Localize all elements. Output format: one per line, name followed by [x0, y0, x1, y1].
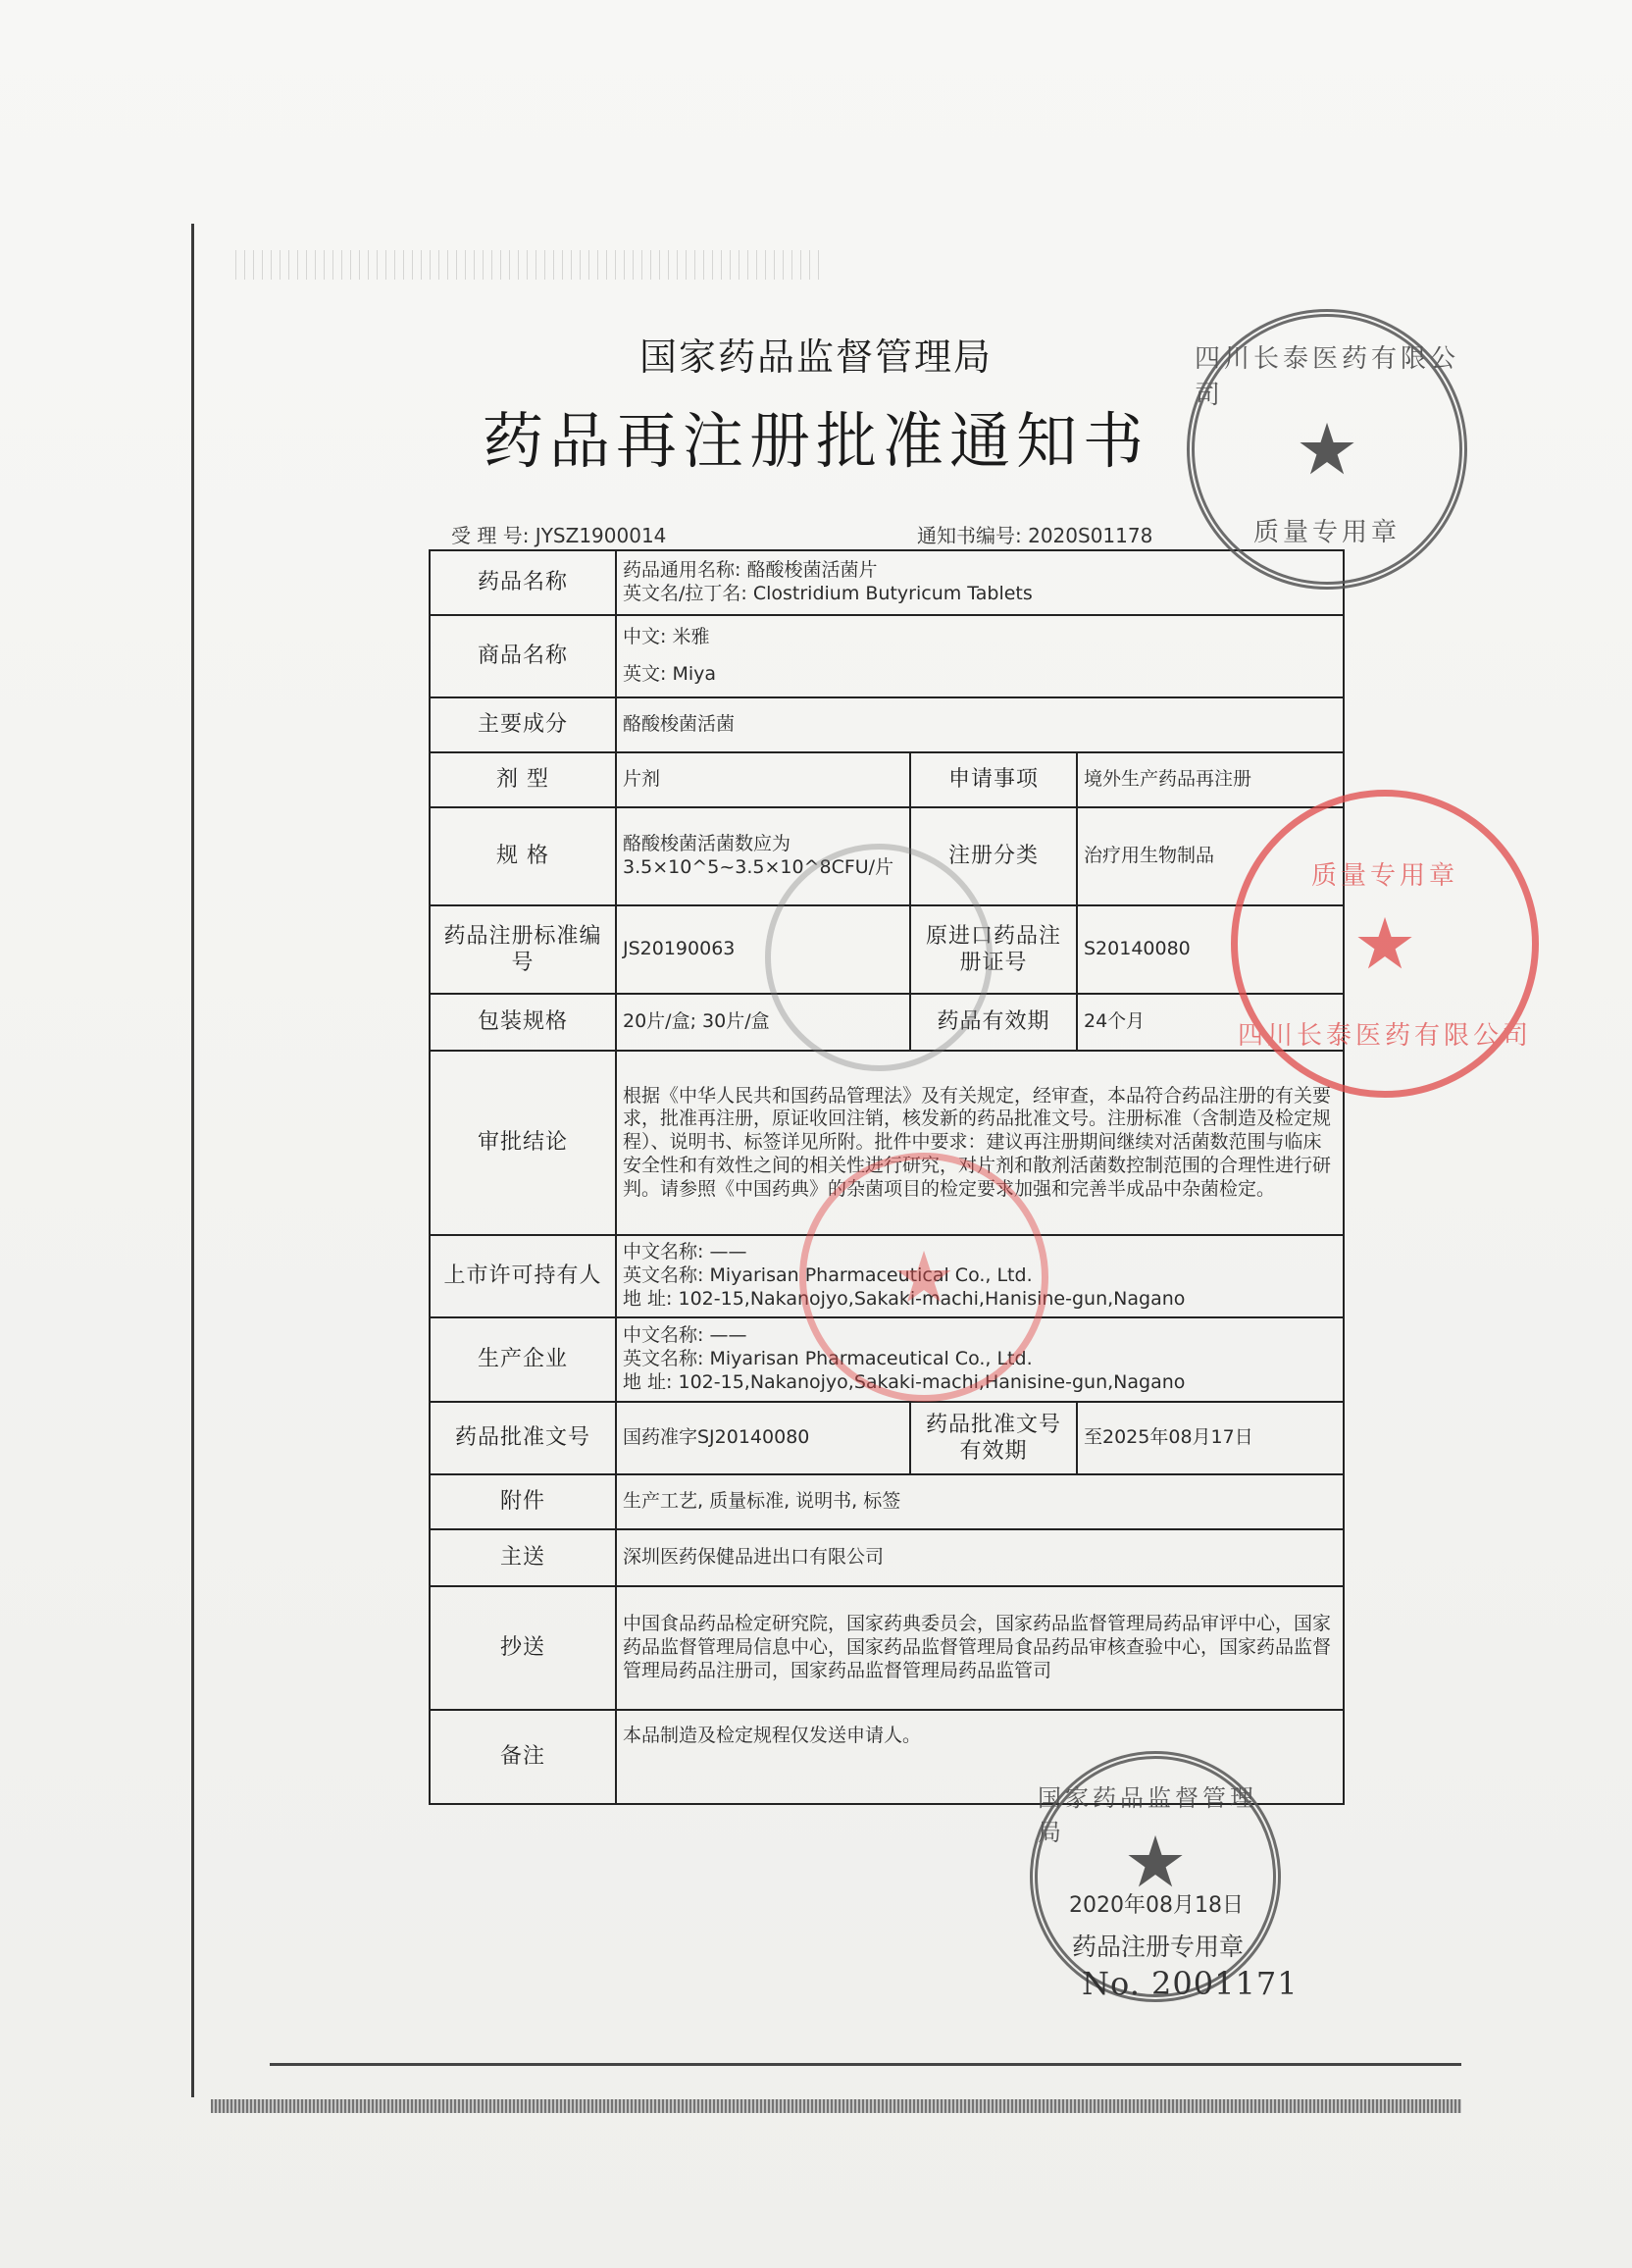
value-application-item: 境外生产药品再注册: [1077, 752, 1344, 807]
holder-en-name: 英文名称: Miyarisan Pharmaceutical Co., Ltd.: [623, 1264, 1033, 1287]
value-trade-name: [616, 615, 1344, 697]
seal-ring-text: 国家药品监督管理局: [1038, 1784, 1257, 1846]
seal-ring-text: 四川长泰医药有限公司: [1195, 344, 1460, 410]
row-remark: [430, 1710, 1344, 1804]
label-import-license-no: 原进口药品注册证号: [910, 905, 1077, 994]
notice-number: 通知书编号: 2020S01178: [917, 524, 1153, 547]
value-send-to: 深圳医药保健品进出口有限公司: [616, 1529, 1344, 1586]
seal-use: 药品注册专用章: [1072, 1933, 1245, 1961]
manufacturer-cn-name: 中文名称: ——: [623, 1324, 747, 1347]
manufacturer-address: 地 址: 102-15,Nakanojyo,Sakaki-machi,Hanisine-gun,Nagano: [623, 1370, 1186, 1393]
label-conclusion: 审批结论: [430, 1051, 616, 1235]
label-cc: 抄送: [430, 1586, 616, 1710]
value-package: 20片/盒; 30片/盒: [616, 994, 910, 1051]
label-registration-class: 注册分类: [910, 807, 1077, 905]
value-approval-validity: 至2025年08月17日: [1077, 1402, 1344, 1474]
label-attachment: 附件: [430, 1474, 616, 1529]
value-standard-no: JS20190063: [616, 905, 910, 994]
trade-name-en: 英文: Miya: [623, 663, 717, 685]
label-holder: 上市许可持有人: [430, 1235, 616, 1317]
label-package: 包装规格: [430, 994, 616, 1051]
paper-edge-bottom: [211, 2099, 1461, 2113]
value-manufacturer: [616, 1317, 1344, 1402]
value-cc: 中国食品药品检定研究院，国家药典委员会，国家药品监督管理局药品审评中心，国家药品监督管理局信息中心，国家药品监督管理局食品药品审核查验中心，国家药品监督管理局药品注册司，国家药品监督管理局药品监管司: [616, 1586, 1344, 1710]
value-ingredient: 酪酸梭菌活菌: [616, 697, 1344, 752]
seal-purpose-text: 质量专用章: [1310, 861, 1458, 891]
value-shelf-life: 24个月: [1077, 994, 1344, 1051]
generic-name: 药品通用名称: 酪酸梭菌活菌片: [623, 559, 878, 582]
row-conclusion: [430, 1051, 1344, 1235]
row-approval-no: [430, 1402, 1344, 1474]
label-remark: 备注: [430, 1710, 616, 1804]
row-send-to: [430, 1529, 1344, 1586]
holder-address: 地 址: 102-15,Nakanojyo,Sakaki-machi,Hanisine-gun,Nagano: [623, 1287, 1186, 1310]
row-dosage-form: [430, 752, 1344, 807]
seal-purpose-text: 质量专用章: [1252, 518, 1401, 547]
holder-cn-name: 中文名称: ——: [623, 1241, 747, 1263]
label-approval-no: 药品批准文号: [430, 1402, 616, 1474]
scan-noise: [235, 250, 824, 280]
value-holder: [616, 1235, 1344, 1317]
label-trade-name: 商品名称: [430, 615, 616, 697]
row-holder: [430, 1235, 1344, 1317]
label-drug-name: 药品名称: [430, 550, 616, 615]
row-cc: [430, 1586, 1344, 1710]
value-conclusion: 根据《中华人民共和国药品管理法》及有关规定，经审查，本品符合药品注册的有关要求，批准再注册，原证收回注销，核发新的药品批准文号。注册标准（含制造及检定规程）、说明书、标签详见所附。批件中要求：建议再注册期间继续对活菌数范围与临床安全性和有效性之间的相关性进行研究，对片剂和散剂活菌数控制范围的合理性进行研判。请参照《中国药典》的杂菌项目的检定要求加强和完善半成品中杂菌检定。: [616, 1051, 1344, 1235]
row-ingredient: [430, 697, 1344, 752]
seal-ring-text: 四川长泰医药有限公司: [1238, 1021, 1533, 1051]
value-drug-name: [616, 550, 1344, 615]
value-approval-no: 国药准字SJ20140080: [616, 1402, 910, 1474]
label-application-item: 申请事项: [910, 752, 1077, 807]
paper-edge-left: [191, 224, 194, 2097]
label-ingredient: 主要成分: [430, 697, 616, 752]
row-drug-name: [430, 550, 1344, 615]
seal-number: No. 2001171: [1082, 1965, 1299, 2002]
row-manufacturer: [430, 1317, 1344, 1402]
approval-form-table: [429, 549, 1345, 1805]
label-manufacturer: 生产企业: [430, 1317, 616, 1402]
label-shelf-life: 药品有效期: [910, 994, 1077, 1051]
star-icon: ★: [1123, 1821, 1188, 1903]
value-attachment: 生产工艺, 质量标准, 说明书, 标签: [616, 1474, 1344, 1529]
label-dosage-form: 剂 型: [430, 752, 616, 807]
label-standard-no: 药品注册标准编号: [430, 905, 616, 994]
value-spec: 酪酸梭菌活菌数应为3.5×10^5~3.5×10^8CFU/片: [616, 807, 910, 905]
row-standard-no: [430, 905, 1344, 994]
row-spec: [430, 807, 1344, 905]
manufacturer-en-name: 英文名称: Miyarisan Pharmaceutical Co., Ltd.: [623, 1348, 1033, 1370]
value-import-license-no: S20140080: [1077, 905, 1344, 994]
row-package: [430, 994, 1344, 1051]
label-approval-validity: 药品批准文号有效期: [910, 1402, 1077, 1474]
star-icon: ★: [892, 1236, 956, 1318]
paper-line-bottom: [270, 2063, 1461, 2066]
value-registration-class: 治疗用生物制品: [1077, 807, 1344, 905]
label-send-to: 主送: [430, 1529, 616, 1586]
trade-name-cn: 中文: 米雅: [623, 626, 710, 648]
row-attachment: [430, 1474, 1344, 1529]
acceptance-number: 受 理 号: JYSZ1900014: [451, 524, 667, 547]
star-icon: ★: [1295, 408, 1359, 490]
star-icon: ★: [1352, 902, 1417, 985]
label-spec: 规 格: [430, 807, 616, 905]
issuing-authority: 国家药品监督管理局: [638, 335, 993, 379]
seal-date: 2020年08月18日: [1069, 1893, 1244, 1918]
row-trade-name: [430, 615, 1344, 697]
document-title: 药品再注册批准通知书: [482, 405, 1149, 477]
value-dosage-form: 片剂: [616, 752, 910, 807]
value-remark: 本品制造及检定规程仅发送申请人。: [616, 1710, 1344, 1804]
latin-name: 英文名/拉丁名: Clostridium Butyricum Tablets: [623, 583, 1033, 604]
